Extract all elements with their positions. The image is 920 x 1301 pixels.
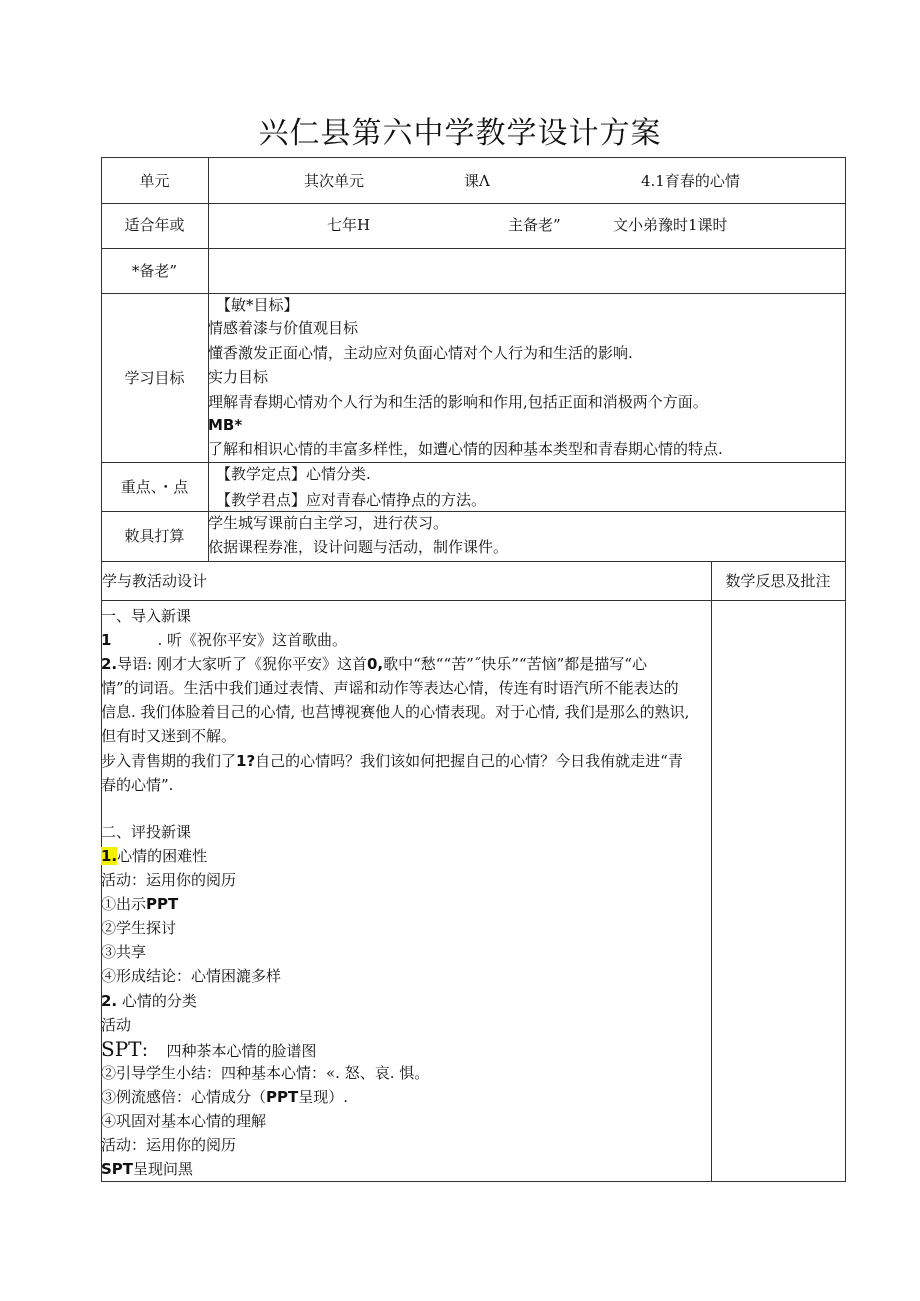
grade-value: 七年H [327, 216, 371, 234]
activity-line: SPT呈现问黑 [101, 1160, 194, 1178]
page-title: 兴仁县第六中学教学设计方案 [258, 116, 662, 151]
activity-line: 一、导入新课 [101, 607, 192, 625]
keypoints-label: 重点、・点 [120, 478, 189, 496]
row-divider [101, 203, 846, 204]
table-border-bottom [101, 1181, 846, 1182]
preparer-label: 主备老” [508, 216, 561, 234]
activity-line: ③例流感倍：心情成分（PPT呈现）. [101, 1088, 349, 1106]
activity-line: 但有时又迷到不解。 [101, 727, 237, 745]
activity-line: ②学生探讨 [101, 919, 177, 937]
unit-value: 其次单元 [304, 172, 365, 190]
prep-line: 学生城写课前白主学习，进行茯习。 [208, 514, 449, 532]
goals-line: 了解和相识心情的丰富多样性，如遭心情的因种基本类型和青春期心情的特点. [208, 440, 723, 458]
activity-line: 步入青售期的我们了1?自己的心情吗？我们该如何把握自己的心情？今日我侑就走进“青 [101, 752, 683, 770]
unit-label: 单元 [139, 172, 170, 190]
preparer-value: 文小弟豫时1课时 [613, 216, 728, 234]
row-divider [101, 600, 846, 601]
lesson-value: 4.1育春的心情 [641, 172, 740, 190]
activity-line: ②引导学生小结：四种基本心情：«. 怒、哀. 惧。 [101, 1064, 430, 1082]
activity-line: 信息. 我们体脸着目己的心情, 也莒博视赛他人的心情表现。对于心情, 我们是那么的熟识, [101, 703, 690, 721]
row-divider [101, 248, 846, 249]
activity-line: 情”的词语。生活中我们通过表情、声谣和动作等表达心情，传连有时语汽所不能表达的 [101, 679, 679, 697]
table-border-right [845, 157, 846, 1182]
activity-line: ④形成结论：心情困漉多样 [101, 967, 282, 985]
activity-line: 1 . 听《祝你平安》这首歌曲。 [101, 631, 347, 649]
prep-label: 敕具打算 [124, 527, 185, 545]
goals-line: 情感着漆与价值观目标 [208, 319, 359, 337]
lesson-label: 课Λ [464, 172, 490, 190]
activity-line: ①出示PPT [101, 895, 179, 913]
activity-header: 学与教活动设计 [102, 572, 208, 590]
table-border-top [101, 157, 846, 158]
goals-line: 【敏*目标】 [216, 296, 299, 314]
goals-line: 懂香激发正面心情，主动应对负面心情对个人行为和生活的影响. [208, 344, 633, 362]
activity-line: 活动 [101, 1016, 132, 1034]
keypoints-line: 【教学定点】心情分类. [216, 465, 371, 483]
grade-label: 适合年或 [124, 216, 185, 234]
row-divider [101, 462, 846, 463]
activity-line: 2. 心情的分类 [101, 992, 197, 1010]
goals-line: 实力目标 [208, 368, 269, 386]
activity-line: 二、评投新课 [101, 823, 192, 841]
copreparer-label: *备老” [131, 262, 178, 280]
activity-line: 1.心情的困难性 [101, 847, 208, 865]
reflection-header: 数学反思及批注 [725, 572, 831, 590]
activity-line: SPT： 四种茶本心情的脸谱图 [101, 1037, 317, 1061]
row-divider [101, 293, 846, 294]
goals-label: 学习目标 [124, 369, 185, 387]
goals-line: 理解青春期心情劝个人行为和生活的影响和作用,包括正面和消极两个方面。 [208, 393, 708, 411]
activity-line: ④巩固对基本心情的理解 [101, 1112, 267, 1130]
activity-line: ③共享 [101, 943, 147, 961]
row-divider [101, 561, 846, 562]
prep-line: 依据课程券准，设计问题与活动，制作课件。 [208, 538, 509, 556]
activity-line: 2.导语: 刚才大家听了《猊你平安》这首0,歌中“愁““苦”˝快乐”“苦恼”都是描写“心 [101, 655, 647, 673]
reflection-column-divider [711, 561, 712, 1182]
activity-line: 活动：运用你的阅历 [101, 871, 237, 889]
activity-line: 春的心情”. [101, 776, 174, 794]
goals-line: MB* [208, 416, 243, 434]
activity-line: 活动：运用你的阅历 [101, 1136, 237, 1154]
keypoints-line: 【教学君点】应对青春心情挣点的方法。 [216, 491, 487, 509]
